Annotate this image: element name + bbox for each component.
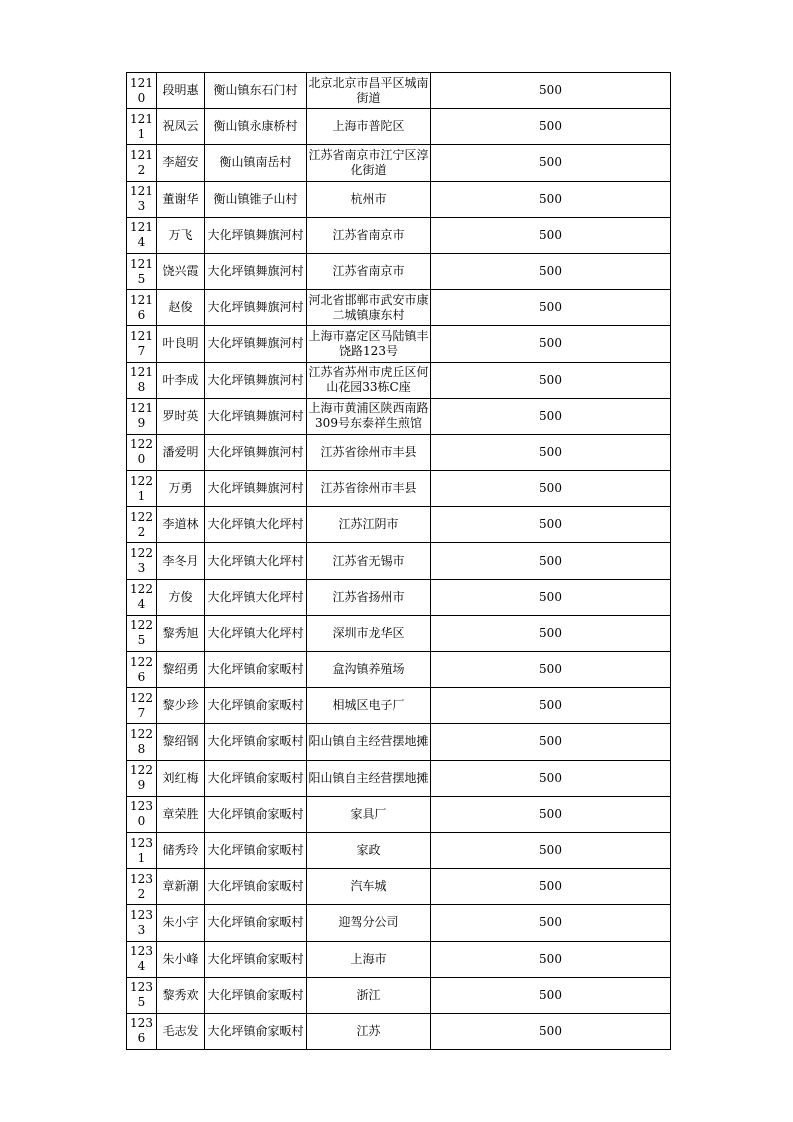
workplace-cell: 上海市黄浦区陕西南路309号东泰祥生煎馆 [307,398,431,434]
village-cell: 大化坪镇俞家畈村 [205,652,307,688]
amount-cell: 500 [431,869,671,905]
amount-cell: 500 [431,73,671,109]
workplace-cell: 上海市 [307,941,431,977]
row-number: 1212 [127,145,157,181]
person-name: 章新潮 [157,869,205,905]
workplace-cell: 江苏省南京市 [307,253,431,289]
table-row [127,290,671,326]
workplace-cell: 江苏省徐州市丰县 [307,471,431,507]
amount-cell: 500 [431,832,671,868]
row-number: 1214 [127,217,157,253]
workplace-cell: 上海市嘉定区马陆镇丰饶路123号 [307,326,431,362]
row-number: 1216 [127,290,157,326]
table-row [127,217,671,253]
row-number: 1215 [127,253,157,289]
amount-cell: 500 [431,507,671,543]
table-row [127,434,671,470]
amount-cell: 500 [431,1013,671,1049]
row-number: 1226 [127,652,157,688]
table-row [127,253,671,289]
person-name: 朱小峰 [157,941,205,977]
row-number: 1217 [127,326,157,362]
table-row [127,362,671,398]
workplace-cell: 家政 [307,832,431,868]
person-name: 万勇 [157,471,205,507]
table-row [127,507,671,543]
workplace-cell: 江苏江阴市 [307,507,431,543]
table-row [127,145,671,181]
table-row [127,398,671,434]
amount-cell: 500 [431,977,671,1013]
village-cell: 大化坪镇俞家畈村 [205,869,307,905]
row-number: 1235 [127,977,157,1013]
workplace-cell: 阳山镇自主经营摆地摊 [307,724,431,760]
table-row [127,181,671,217]
workplace-cell: 家具厂 [307,796,431,832]
table-row [127,652,671,688]
village-cell: 大化坪镇俞家畈村 [205,1013,307,1049]
amount-cell: 500 [431,217,671,253]
workplace-cell: 深圳市龙华区 [307,615,431,651]
workplace-cell: 江苏省苏州市虎丘区何山花园33栋C座 [307,362,431,398]
workplace-cell: 江苏省南京市江宁区淳化街道 [307,145,431,181]
amount-cell: 500 [431,941,671,977]
amount-cell: 500 [431,181,671,217]
workplace-cell: 迎驾分公司 [307,905,431,941]
amount-cell: 500 [431,398,671,434]
person-name: 章荣胜 [157,796,205,832]
person-name: 祝凤云 [157,109,205,145]
workplace-cell: 相城区电子厂 [307,688,431,724]
amount-cell: 500 [431,760,671,796]
amount-cell: 500 [431,362,671,398]
amount-cell: 500 [431,434,671,470]
village-cell: 大化坪镇俞家畈村 [205,941,307,977]
village-cell: 衡山镇东石门村 [205,73,307,109]
table-body [127,73,671,1050]
village-cell: 大化坪镇舞旗河村 [205,290,307,326]
workplace-cell: 江苏省徐州市丰县 [307,434,431,470]
row-number: 1213 [127,181,157,217]
amount-cell: 500 [431,290,671,326]
row-number: 1223 [127,543,157,579]
amount-cell: 500 [431,688,671,724]
person-name: 罗时英 [157,398,205,434]
row-number: 1234 [127,941,157,977]
row-number: 1228 [127,724,157,760]
person-name: 万飞 [157,217,205,253]
row-number: 1233 [127,905,157,941]
village-cell: 大化坪镇俞家畈村 [205,688,307,724]
amount-cell: 500 [431,724,671,760]
workplace-cell: 河北省邯郸市武安市康二城镇康东村 [307,290,431,326]
amount-cell: 500 [431,109,671,145]
village-cell: 大化坪镇大化坪村 [205,579,307,615]
village-cell: 大化坪镇俞家畈村 [205,832,307,868]
row-number: 1227 [127,688,157,724]
person-name: 叶良明 [157,326,205,362]
table-row [127,579,671,615]
table-row [127,977,671,1013]
person-name: 黎秀旭 [157,615,205,651]
village-cell: 衡山镇锥子山村 [205,181,307,217]
row-number: 1218 [127,362,157,398]
village-cell: 大化坪镇俞家畈村 [205,905,307,941]
person-name: 饶兴霞 [157,253,205,289]
table-row [127,724,671,760]
table-row [127,73,671,109]
table-row [127,326,671,362]
table-row [127,615,671,651]
person-name: 董谢华 [157,181,205,217]
row-number: 1219 [127,398,157,434]
village-cell: 大化坪镇大化坪村 [205,507,307,543]
amount-cell: 500 [431,652,671,688]
person-name: 刘红梅 [157,760,205,796]
table-row [127,941,671,977]
person-name: 段明惠 [157,73,205,109]
table-row [127,543,671,579]
person-name: 李超安 [157,145,205,181]
table-row [127,796,671,832]
table-row [127,832,671,868]
table-row [127,1013,671,1049]
amount-cell: 500 [431,326,671,362]
village-cell: 大化坪镇舞旗河村 [205,253,307,289]
workplace-cell: 江苏省无锡市 [307,543,431,579]
row-number: 1210 [127,73,157,109]
row-number: 1229 [127,760,157,796]
amount-cell: 500 [431,579,671,615]
person-name: 毛志发 [157,1013,205,1049]
row-number: 1236 [127,1013,157,1049]
table-row [127,471,671,507]
workplace-cell: 江苏省南京市 [307,217,431,253]
village-cell: 大化坪镇舞旗河村 [205,217,307,253]
village-cell: 大化坪镇大化坪村 [205,543,307,579]
table-row [127,109,671,145]
person-name: 黎绍勇 [157,652,205,688]
person-name: 赵俊 [157,290,205,326]
workplace-cell: 江苏 [307,1013,431,1049]
workplace-cell: 阳山镇自主经营摆地摊 [307,760,431,796]
village-cell: 衡山镇南岳村 [205,145,307,181]
amount-cell: 500 [431,253,671,289]
row-number: 1232 [127,869,157,905]
workplace-cell: 上海市普陀区 [307,109,431,145]
table-row [127,760,671,796]
table-row [127,688,671,724]
village-cell: 大化坪镇舞旗河村 [205,434,307,470]
row-number: 1230 [127,796,157,832]
person-name: 李道林 [157,507,205,543]
village-cell: 衡山镇永康桥村 [205,109,307,145]
amount-cell: 500 [431,471,671,507]
workplace-cell: 汽车城 [307,869,431,905]
village-cell: 大化坪镇俞家畈村 [205,724,307,760]
row-number: 1225 [127,615,157,651]
workplace-cell: 江苏省扬州市 [307,579,431,615]
person-name: 方俊 [157,579,205,615]
table-row [127,869,671,905]
row-number: 1220 [127,434,157,470]
amount-cell: 500 [431,905,671,941]
person-name: 朱小宇 [157,905,205,941]
village-cell: 大化坪镇舞旗河村 [205,398,307,434]
amount-cell: 500 [431,543,671,579]
village-cell: 大化坪镇俞家畈村 [205,760,307,796]
village-cell: 大化坪镇大化坪村 [205,615,307,651]
amount-cell: 500 [431,615,671,651]
person-name: 黎少珍 [157,688,205,724]
village-cell: 大化坪镇舞旗河村 [205,326,307,362]
workplace-cell: 浙江 [307,977,431,1013]
row-number: 1211 [127,109,157,145]
person-name: 黎秀欢 [157,977,205,1013]
workplace-cell: 北京北京市昌平区城南街道 [307,73,431,109]
workplace-cell: 杭州市 [307,181,431,217]
row-number: 1222 [127,507,157,543]
person-name: 李冬月 [157,543,205,579]
village-cell: 大化坪镇俞家畈村 [205,977,307,1013]
person-name: 潘爱明 [157,434,205,470]
subsidy-table [126,72,671,1050]
village-cell: 大化坪镇俞家畈村 [205,796,307,832]
table-row [127,905,671,941]
person-name: 黎绍钢 [157,724,205,760]
row-number: 1224 [127,579,157,615]
village-cell: 大化坪镇舞旗河村 [205,471,307,507]
workplace-cell: 盒沟镇养殖场 [307,652,431,688]
amount-cell: 500 [431,145,671,181]
person-name: 叶李成 [157,362,205,398]
row-number: 1221 [127,471,157,507]
village-cell: 大化坪镇舞旗河村 [205,362,307,398]
amount-cell: 500 [431,796,671,832]
row-number: 1231 [127,832,157,868]
person-name: 储秀玲 [157,832,205,868]
